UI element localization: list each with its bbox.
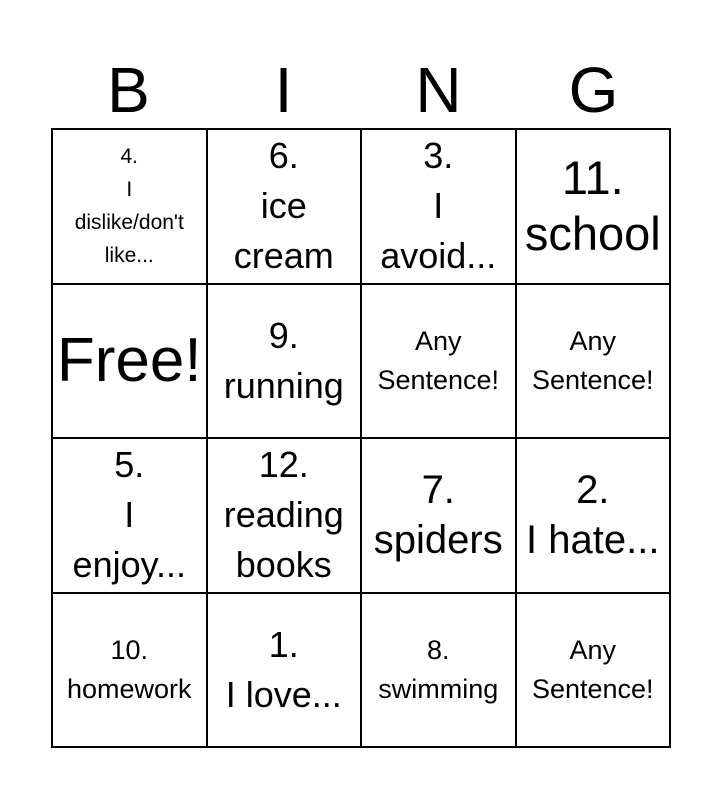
- bingo-cell[interactable]: [516, 438, 671, 593]
- bingo-cell[interactable]: [361, 438, 516, 593]
- cell-text: 12. reading books: [223, 444, 344, 586]
- cell-text: 5. I enjoy...: [72, 444, 186, 586]
- cell-text: 4. I dislike/don't like...: [74, 145, 184, 268]
- bingo-cell[interactable]: [207, 593, 362, 748]
- bingo-cell-free[interactable]: [52, 284, 207, 439]
- cell-text: 9. running: [223, 314, 344, 406]
- cell-text: 6. ice cream: [233, 135, 334, 277]
- cell-text: Any Sentence!: [531, 634, 654, 704]
- bingo-cell[interactable]: [207, 438, 362, 593]
- cell-text: Any Sentence!: [377, 325, 500, 395]
- bingo-board: [51, 128, 671, 748]
- bingo-cell[interactable]: [516, 593, 671, 748]
- bingo-cell[interactable]: [52, 593, 207, 748]
- bingo-cell[interactable]: [516, 284, 671, 439]
- bingo-cell[interactable]: [207, 284, 362, 439]
- bingo-cell[interactable]: [361, 593, 516, 748]
- cell-text: 7. spiders: [373, 468, 503, 563]
- cell-text: 3. I avoid...: [380, 135, 497, 277]
- header-letter-g: G: [568, 54, 619, 126]
- header-letter-n: N: [415, 54, 462, 126]
- cell-text: 1. I love...: [225, 623, 342, 715]
- header-letter-i: I: [274, 54, 293, 126]
- bingo-cell[interactable]: [361, 284, 516, 439]
- bingo-header: [51, 52, 671, 128]
- bingo-cell[interactable]: [52, 129, 207, 284]
- cell-text: 8. swimming: [378, 634, 499, 704]
- bingo-cell[interactable]: [361, 129, 516, 284]
- cell-text: 11. school: [524, 151, 661, 261]
- cell-text: Any Sentence!: [531, 325, 654, 395]
- cell-text: 2. I hate...: [526, 468, 660, 563]
- cell-text: Free!: [56, 325, 202, 395]
- bingo-cell[interactable]: [516, 129, 671, 284]
- bingo-cell[interactable]: [207, 129, 362, 284]
- header-letter-b: B: [107, 54, 150, 126]
- cell-text: 10. homework: [66, 634, 192, 704]
- bingo-cell[interactable]: [52, 438, 207, 593]
